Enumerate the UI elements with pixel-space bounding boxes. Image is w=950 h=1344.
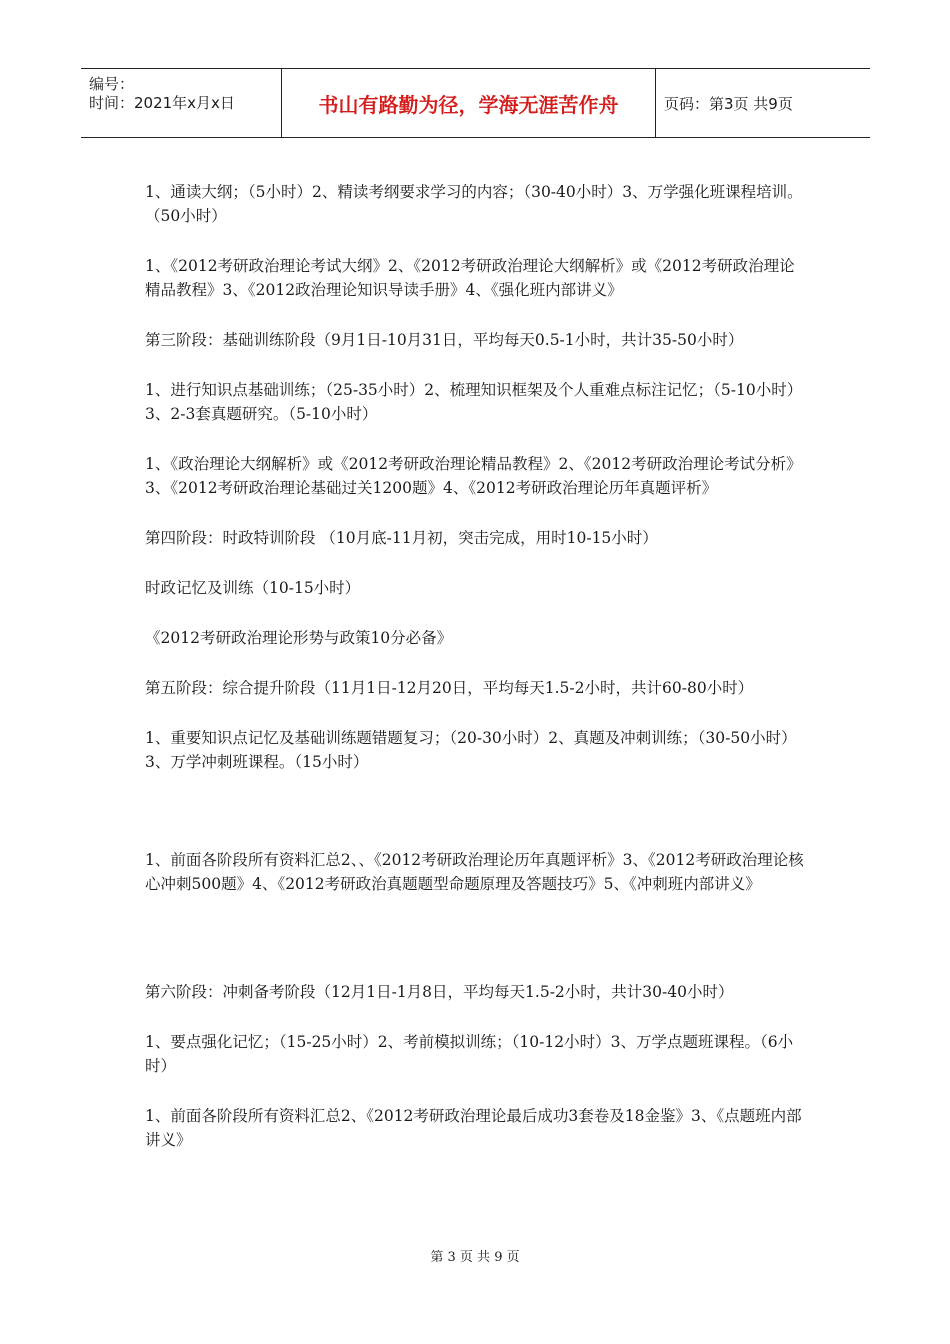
stage-6-heading: 第六阶段：冲刺备考阶段（12月1日-1月8日，平均每天1.5-2小时，共计30-40小时） xyxy=(145,983,734,1001)
stage-4-heading: 第四阶段：时政特训阶段 （10月底-11月初，突击完成，用时10-15小时） xyxy=(145,529,658,547)
slogan: 书山有路勤为径，学海无涯苦作舟 xyxy=(318,92,619,117)
paragraph-8: 《2012考研政治理论形势与政策10分必备》 xyxy=(145,629,453,647)
paragraph-10: 1、重要知识点记忆及基础训练题错题复习；（20-30小时）2、真题及冲刺训练；（30-50小时）3、万学冲刺班课程。（15小时） xyxy=(145,729,797,771)
date-label: 时间：2021年x月x日 xyxy=(89,94,235,112)
header-slogan-cell xyxy=(282,69,656,137)
spacer xyxy=(145,800,810,848)
header-info-cell xyxy=(81,69,282,137)
stage-5-heading: 第五阶段：综合提升阶段（11月1日-12月20日，平均每天1.5-2小时，共计60-80小时） xyxy=(145,679,754,697)
paragraph-11: 1、前面各阶段所有资料汇总2、、《2012考研政治理论历年真题评析》3、《2012考研政治理论核心冲刺500题》4、《2012考研政治真题题型命题原理及答题技巧》5、《冲刺班内部讲义》 xyxy=(145,851,804,893)
header-page-cell xyxy=(656,69,870,137)
paragraph-1: 1、通读大纲；（5小时）2、精读考纲要求学习的内容；（30-40小时）3、万学强化班课程培训。（50小时） xyxy=(145,183,803,225)
spacer xyxy=(145,922,810,980)
stage-3-heading: 第三阶段：基础训练阶段（9月1日-10月31日，平均每天0.5-1小时，共计35-50小时） xyxy=(145,331,744,349)
paragraph-13: 1、要点强化记忆；（15-25小时）2、考前模拟训练；（10-12小时）3、万学点题班课程。（6小时） xyxy=(145,1033,794,1075)
page-footer: 第 3 页 共 9 页 xyxy=(430,1250,520,1265)
number-label: 编号： xyxy=(89,75,135,93)
paragraph-2: 1、《2012考研政治理论考试大纲》2、《2012考研政治理论大纲解析》或《2012考研政治理论精品教程》3、《2012政治理论知识导读手册》4、《强化班内部讲义》 xyxy=(145,257,795,299)
paragraph-4: 1、进行知识点基础训练；（25-35小时）2、梳理知识框架及个人重难点标注记忆；（5-10小时）3、2-3套真题研究。（5-10小时） xyxy=(145,381,803,423)
document-body xyxy=(145,180,810,1178)
paragraph-5: 1、《政治理论大纲解析》或《2012考研政治理论精品教程》2、《2012考研政治理论考试分析》3、《2012考研政治理论基础过关1200题》4、《2012考研政治理论历年真题评析》 xyxy=(145,455,802,497)
page-label: 页码：第3页 共9页 xyxy=(664,94,793,113)
page-header xyxy=(81,68,870,138)
paragraph-7: 时政记忆及训练（10-15小时） xyxy=(145,579,361,597)
paragraph-14: 1、前面各阶段所有资料汇总2、《2012考研政治理论最后成功3套卷及18金鉴》3、《点题班内部讲义》 xyxy=(145,1107,802,1149)
